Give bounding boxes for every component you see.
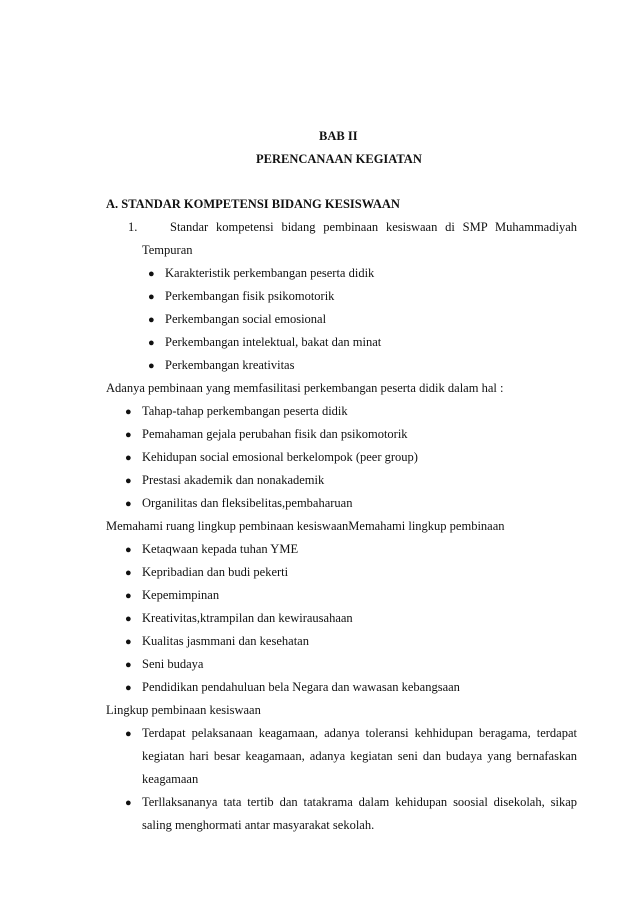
paragraph-intro: Memahami ruang lingkup pembinaan kesiswaanMemahami lingkup pembinaan (106, 519, 505, 533)
bullet-item: Kualitas jasmmani dan kesehatan (142, 634, 309, 648)
bullet-item-line: kegiatan hari besar keagamaan, adanya kegiatan seni dan budaya yang bernafaskan (142, 749, 577, 763)
bullet-icon: ● (125, 567, 132, 579)
chapter-number: BAB II (319, 129, 358, 143)
bullet-icon: ● (125, 590, 132, 602)
bullet-icon: ● (148, 337, 155, 349)
section-a-heading: A. STANDAR KOMPETENSI BIDANG KESISWAAN (106, 197, 400, 211)
bullet-item: Prestasi akademik dan nonakademik (142, 473, 325, 487)
bullet-icon: ● (125, 659, 132, 671)
bullet-icon: ● (125, 636, 132, 648)
bullet-icon: ● (125, 498, 132, 510)
bullet-icon: ● (125, 429, 132, 441)
bullet-item: Kehidupan social emosional berkelompok (peer group) (142, 450, 418, 464)
bullet-item-line: saling menghormati antar masyarakat sekolah. (142, 818, 375, 832)
bullet-icon: ● (125, 406, 132, 418)
bullet-icon: ● (148, 291, 155, 303)
bullet-item: Pendidikan pendahuluan bela Negara dan wawasan kebangsaan (142, 680, 460, 694)
item-1-number: 1. (128, 220, 138, 234)
bullet-icon: ● (125, 452, 132, 464)
bullet-icon: ● (148, 268, 155, 280)
bullet-item: Seni budaya (142, 657, 204, 671)
item-1-line-1: Standar kompetensi bidang pembinaan kesiswaan di SMP Muhammadiyah (170, 220, 577, 234)
bullet-item-line: keagamaan (142, 772, 199, 786)
bullet-icon: ● (125, 475, 132, 487)
paragraph-intro: Adanya pembinaan yang memfasilitasi perkembangan peserta didik dalam hal : (106, 381, 504, 395)
sub-bullet-item: Perkembangan kreativitas (165, 358, 295, 372)
bullet-item: Kreativitas,ktrampilan dan kewirausahaan (142, 611, 353, 625)
paragraph-intro: Lingkup pembinaan kesiswaan (106, 703, 261, 717)
bullet-item-line: Terllaksananya tata tertib dan tatakrama dalam kehidupan soosial disekolah, sikap (142, 795, 577, 809)
bullet-item: Tahap-tahap perkembangan peserta didik (142, 404, 348, 418)
bullet-icon: ● (125, 728, 132, 740)
item-1-line-2: Tempuran (142, 243, 193, 257)
bullet-icon: ● (148, 314, 155, 326)
bullet-item: Kepemimpinan (142, 588, 220, 602)
bullet-item-line: Terdapat pelaksanaan keagamaan, adanya toleransi kehhidupan beragama, terdapat (142, 726, 577, 740)
sub-bullet-item: Perkembangan fisik psikomotorik (165, 289, 335, 303)
bullet-item: Pemahaman gejala perubahan fisik dan psikomotorik (142, 427, 408, 441)
bullet-item: Kepribadian dan budi pekerti (142, 565, 289, 579)
sub-bullet-item: Perkembangan intelektual, bakat dan minat (165, 335, 382, 349)
bullet-icon: ● (125, 682, 132, 694)
bullet-item: Organilitas dan fleksibelitas,pembaharuan (142, 496, 353, 510)
bullet-icon: ● (125, 613, 132, 625)
bullet-item: Ketaqwaan kepada tuhan YME (142, 542, 299, 556)
bullet-icon: ● (125, 797, 132, 809)
bullet-icon: ● (125, 544, 132, 556)
sub-bullet-item: Karakteristik perkembangan peserta didik (165, 266, 375, 280)
sub-bullet-item: Perkembangan social emosional (165, 312, 327, 326)
bullet-icon: ● (148, 360, 155, 372)
chapter-title: PERENCANAAN KEGIATAN (256, 152, 422, 166)
